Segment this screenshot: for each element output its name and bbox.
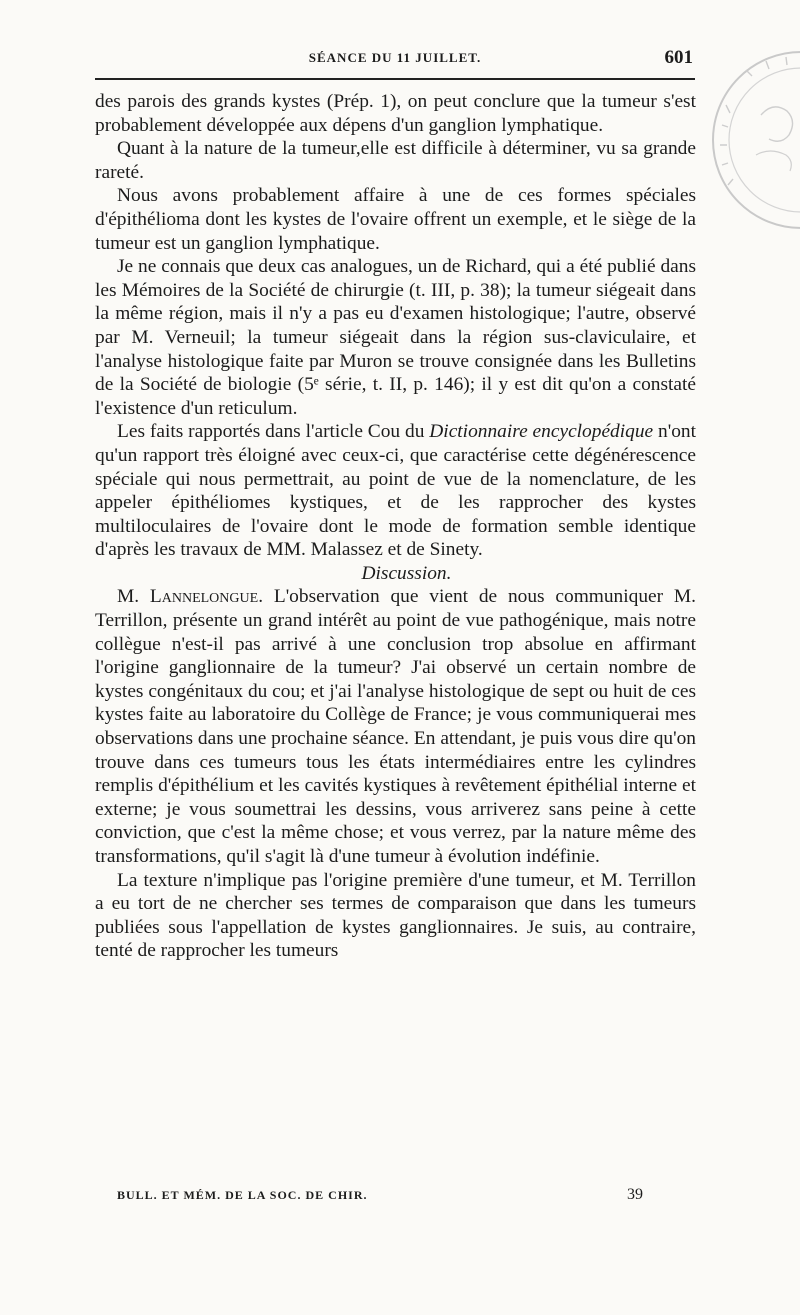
paragraph (95, 420, 696, 562)
speaker-name: Lannelongue (149, 586, 259, 608)
header-rule (95, 78, 695, 80)
paragraph: Nous avons probablement affaire à une de ces formes spéciales d'épithélioma dont les kystes de l'ovaire offrent un exemple, et le siège de la tumeur est un ganglion lymphatique. (95, 185, 696, 254)
page-number: 601 (664, 47, 693, 68)
paragraph: Je ne connais que deux cas analogues, un de Richard, qui a été publié dans les Mémoires de la Société de chirurgie (t. III, p. 38); la tumeur siégeait dans la même région, mais il n'y a pas eu d'examen histologique; l'autre, observé par M. Verneuil; la tumeur siégeait dans la région sus-claviculaire, et l'analyse histologique faite par Muron se trouve consignée dans les Bulletins de la Société de biologie (5ᵉ série, t. II, p. 146); il y est dit qu'on a constaté l'existence d'un reticulum. (95, 256, 696, 419)
text-run: Les faits rapportés dans l'article Cou du (117, 421, 430, 443)
paragraph: La texture n'implique pas l'origine première d'une tumeur, et M. Terrillon a eu tort de ne chercher ses termes de comparaison que dans les tumeurs publiées sous l'appellation de kystes ganglionnaires. Je suis, au contraire, tenté de rapprocher les tumeurs (95, 869, 696, 962)
page-body (95, 90, 696, 963)
page-footer (95, 1186, 695, 1208)
paragraph: des parois des grands kystes (Prép. 1), on peut conclure que la tumeur s'est probablement développée aux dépens d'un ganglion lymphatique. (95, 91, 696, 136)
footer-journal: BULL. ET MÉM. DE LA SOC. DE CHIR. (117, 1188, 368, 1202)
text-run: . L'observation que vient de nous communiquer M. Terrillon, présente un grand intérêt au point de vue pathogénique, mais notre collègue n'est-il pas arrivé à une conclusion trop absolue en affirmant l'origine ganglionnaire de la tumeur? J'ai observé un certain nombre de kystes congénitaux du cou; et j'ai l'analyse histologique de sept ou huit de ces kystes faite au laboratoire du Collège de France; je vous communiquerai mes observations dans une prochaine séance. En attendant, je puis vous dire qu'on trouve dans ces tumeurs tous les états intermédiaires entre les cylindres remplis d'épithélium et les cavités kystiques à revêtement épithélial interne et externe; je vous soumettrai les dessins, vous arriverez sans peine à cette conviction, que c'est la même chose; et vous verrez, par la nature même des transformations, qu'il s'agit là d'une tumeur à évolution indéfinie. (95, 586, 696, 867)
section-heading: Discussion. (361, 562, 452, 584)
running-title: SÉANCE DU 11 JUILLET. (308, 50, 482, 65)
paragraph (95, 585, 696, 868)
paragraph: Quant à la nature de la tumeur,elle est difficile à déterminer, vu sa grande rareté. (95, 138, 696, 183)
italic-title: Dictionnaire encyclopédique (429, 421, 654, 443)
page-header (95, 47, 695, 74)
text-run: n'ont qu'un rapport très éloigné avec ceux-ci, que caractérise cette dégénérescence spéciale qui nous permettrait, au point de vue de la nomenclature, de les appeler épithéliomes kystiques, et de les rapprocher des kystes multiloculaires de l'ovaire dont le mode de formation semble identique d'après les travaux de MM. Malassez et de Sinety. (95, 421, 696, 561)
text-run: M. (117, 586, 150, 608)
signature-mark: 39 (627, 1186, 643, 1203)
library-stamp-seal (706, 45, 800, 235)
